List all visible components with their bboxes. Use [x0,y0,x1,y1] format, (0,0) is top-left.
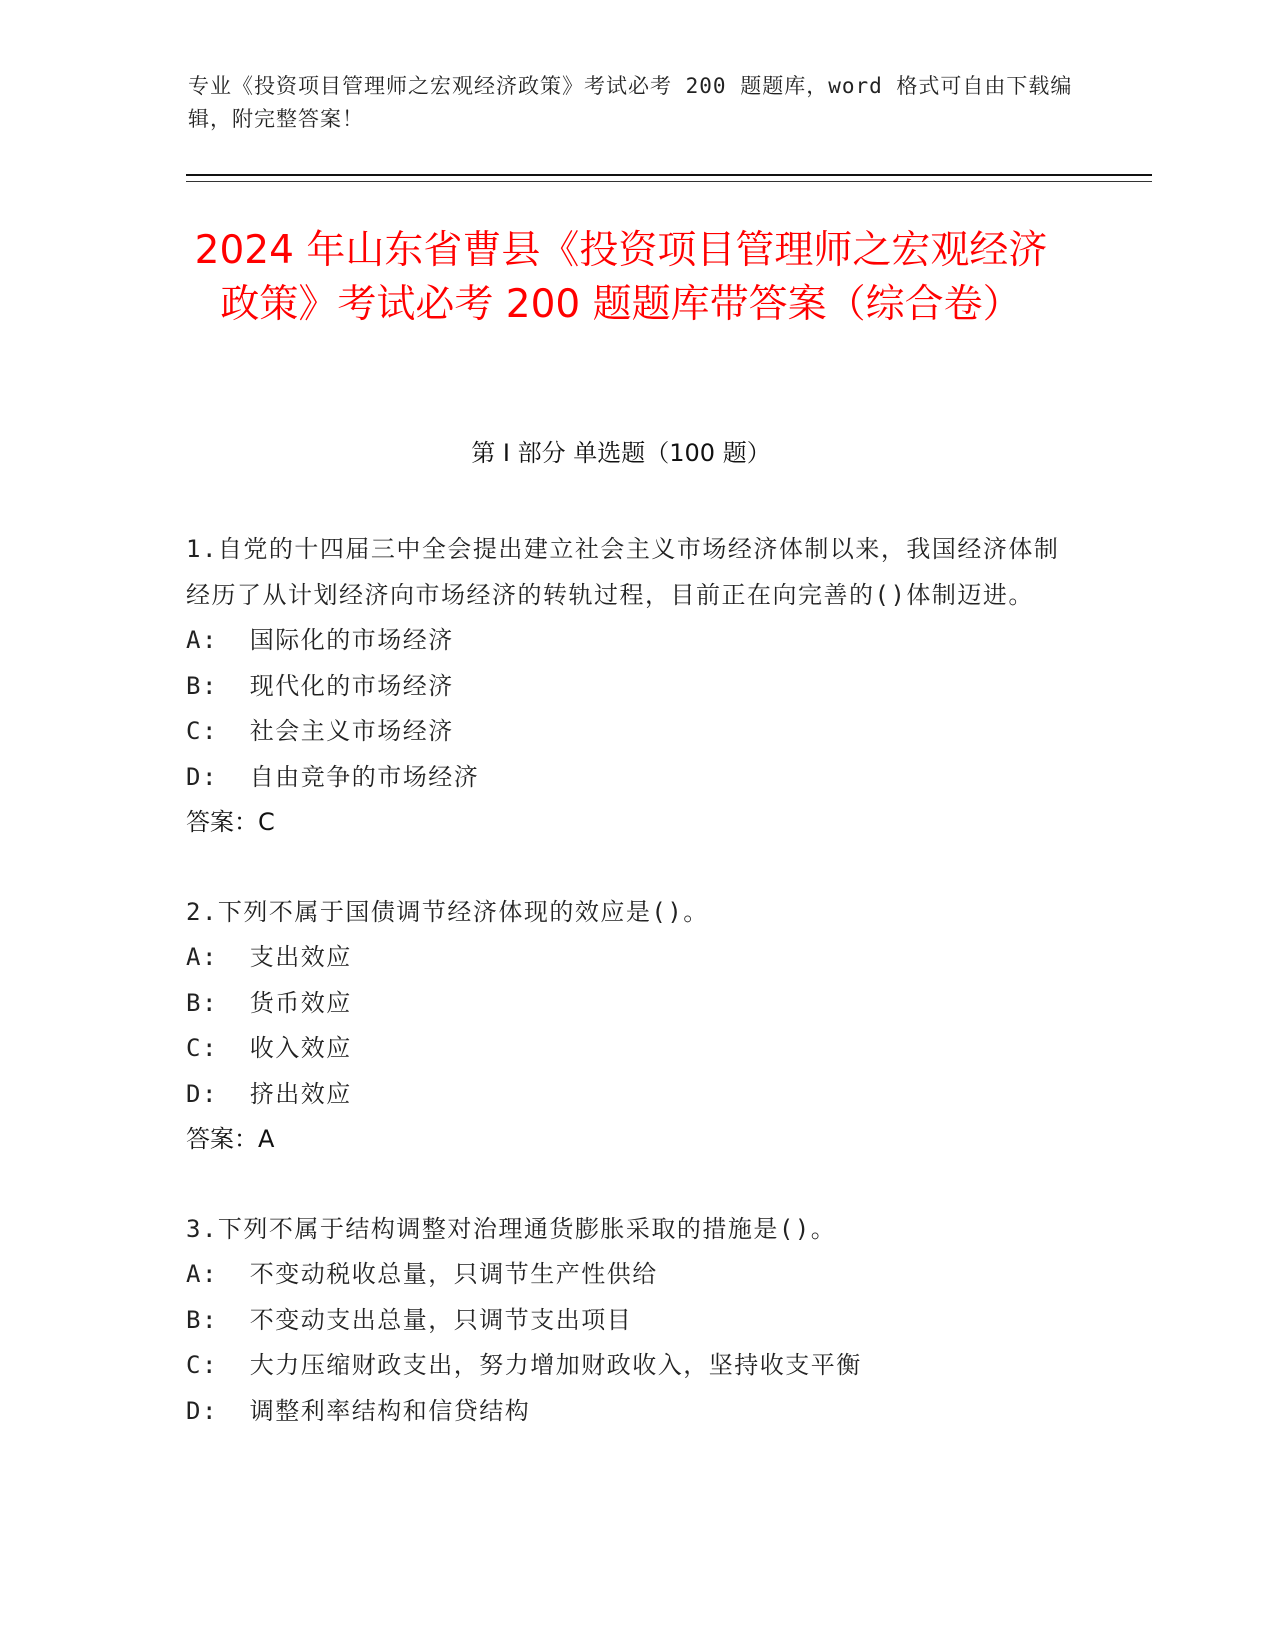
option-c: C: 社会主义市场经济 [186,717,454,745]
header-divider [186,174,1152,176]
option-a: A: 支出效应 [186,943,352,971]
option-d: D: 自由竞争的市场经济 [186,762,480,791]
section-heading: 第 I 部分 单选题（100 题） [471,439,771,467]
header-note: 专业《投资项目管理师之宏观经济政策》考试必考 200 题题库，word 格式可自由下载编辑，附完整答案！ [188,74,1073,131]
answer-line: 答案：A [186,1125,275,1153]
option-c: C: 收入效应 [186,1034,352,1062]
answer-line: 答案：C [186,808,275,836]
question-stem: 2.下列不属于国债调节经济体现的效应是()。 [186,897,709,926]
question-1 [186,527,1066,846]
option-a: A: 不变动税收总量，只调节生产性供给 [186,1260,658,1288]
option-d: D: 调整利率结构和信贷结构 [186,1396,531,1425]
header-divider-thin [186,181,1152,182]
question-stem: 3.下列不属于结构调整对治理通货膨胀采取的措施是()。 [186,1214,837,1243]
document-title: 2024 年山东省曹县《投资项目管理师之宏观经济政策》考试必考 200 题题库带答案（综合卷） [194,228,1048,327]
question-stem: 1.自党的十四届三中全会提出建立社会主义市场经济体制以来，我国经济体制经历了从计划经济向市场经济的转轨过程，目前正在向完善的()体制迈进。 [186,535,1060,609]
option-b: B: 货币效应 [186,988,352,1017]
option-b: B: 现代化的市场经济 [186,671,454,700]
question-3 [186,1207,1066,1435]
question-list [186,527,1066,1478]
option-b: B: 不变动支出总量，只调节支出项目 [186,1305,633,1334]
option-d: D: 挤出效应 [186,1079,352,1108]
option-a: A: 国际化的市场经济 [186,626,454,654]
option-c: C: 大力压缩财政支出，努力增加财政收入，坚持收支平衡 [186,1351,862,1379]
question-2 [186,890,1066,1163]
